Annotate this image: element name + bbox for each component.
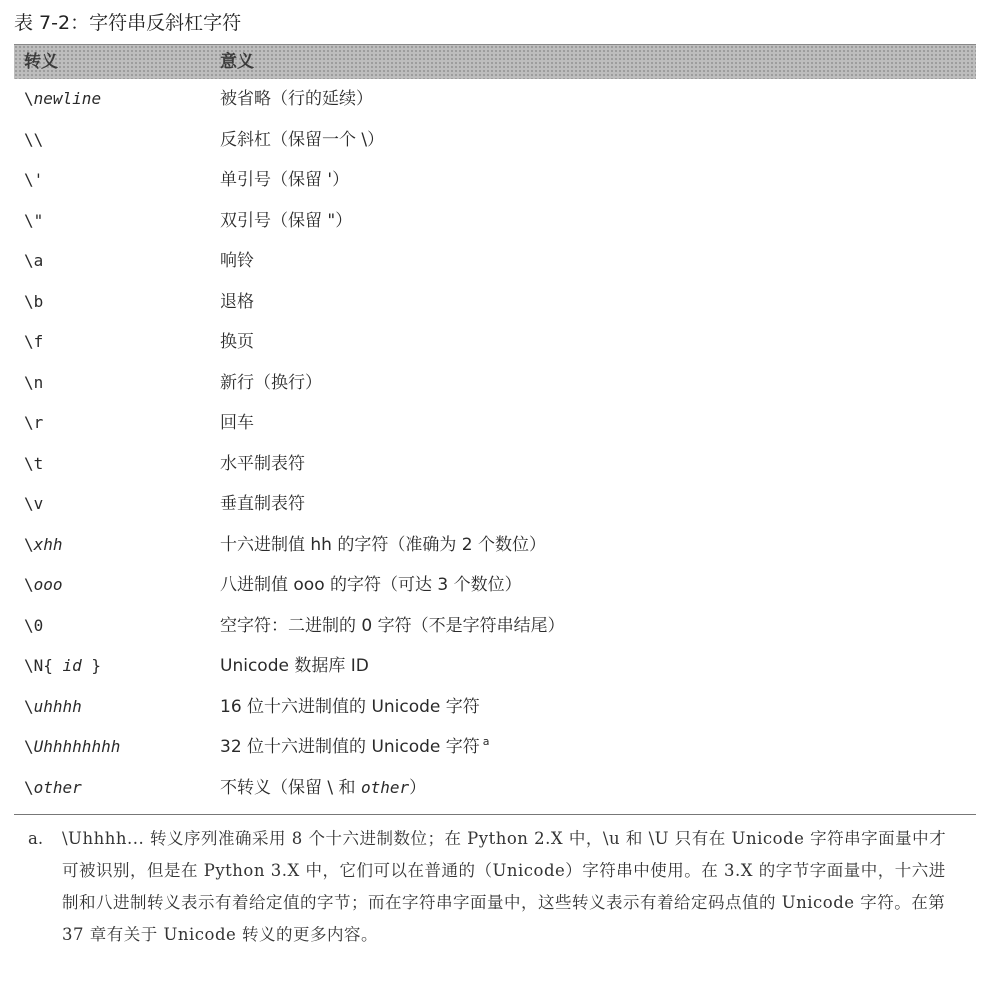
escape-sequence <box>14 646 220 687</box>
escape-part: \a <box>24 251 44 270</box>
meaning-text: 单引号（保留 '） <box>220 170 350 190</box>
escape-sequence <box>14 565 220 606</box>
escape-meaning <box>220 768 976 809</box>
escape-sequence <box>14 79 220 120</box>
escape-table <box>14 44 976 808</box>
table-row <box>14 606 976 647</box>
table-row <box>14 687 976 728</box>
escape-part: \ <box>24 575 34 594</box>
escape-part: ooo <box>33 575 63 594</box>
escape-part: uhhhh <box>33 696 82 716</box>
meaning-text: 垂直制表符 <box>220 494 305 514</box>
escape-part: \0 <box>24 615 44 635</box>
escape-meaning <box>220 727 976 768</box>
escape-part: \ <box>24 777 34 797</box>
header-escape: 转义 <box>24 52 58 72</box>
escape-sequence <box>14 241 220 282</box>
escape-part: other <box>33 777 82 797</box>
escape-part: \N{ <box>24 656 63 675</box>
escape-meaning <box>220 687 976 728</box>
footnote-text: \Uhhhh... 转义序列准确采用 8 个十六进制数位；在 Python 2.X 中，\u 和 \U 只有在 Unicode 字符串字面量中才可被识别，但是在 Python 3.X 中，它们可以在普通的（Unicode）字符串中使用。在 3.X 的字节字面量中，十六进制和八进制转义表示有着给定值的字节；而在字符串字面量中，这些转义表示有着给定码点值的 Unicode 字符。在第 37 章有关于 Unicode 转义的更多内容。 <box>62 829 947 944</box>
escape-sequence <box>14 201 220 242</box>
meaning-text: 水平制表符 <box>220 453 305 474</box>
table-row <box>14 160 976 201</box>
escape-sequence <box>14 606 220 647</box>
table-row <box>14 727 976 768</box>
table-row <box>14 565 976 606</box>
meaning-text: 不转义（保留 \ 和 <box>220 777 361 798</box>
escape-meaning <box>220 241 976 282</box>
escape-part: \ <box>24 737 34 756</box>
escape-part: newline <box>33 89 102 108</box>
meaning-text: 十六进制值 hh 的字符（准确为 2 个数位） <box>220 534 546 555</box>
escape-part: \ <box>24 534 34 554</box>
meaning-text: 双引号（保留 "） <box>220 210 353 231</box>
escape-sequence <box>14 727 220 768</box>
table-caption: 表 7-2：字符串反斜杠字符 <box>14 12 242 34</box>
escape-meaning <box>220 322 976 363</box>
escape-sequence <box>14 363 220 404</box>
meaning-suffix: ） <box>409 777 427 798</box>
escape-sequence <box>14 403 220 444</box>
table-row <box>14 322 976 363</box>
escape-part: } <box>81 656 102 675</box>
escape-meaning <box>220 565 976 606</box>
document-page <box>14 0 976 951</box>
meaning-text: 被省略（行的延续） <box>220 89 373 109</box>
table-row <box>14 241 976 282</box>
escape-part: \t <box>24 453 44 473</box>
table-body <box>14 79 976 808</box>
escape-meaning <box>220 646 976 687</box>
table-row <box>14 525 976 566</box>
meaning-text: 换页 <box>220 332 254 352</box>
escape-part: \n <box>24 372 44 392</box>
table-row <box>14 282 976 323</box>
escape-meaning <box>220 363 976 404</box>
escape-meaning <box>220 444 976 485</box>
escape-meaning <box>220 484 976 525</box>
meaning-italic: other <box>360 777 410 797</box>
escape-meaning <box>220 282 976 323</box>
escape-meaning <box>220 525 976 566</box>
escape-part: \ <box>24 89 34 108</box>
escape-sequence <box>14 687 220 728</box>
escape-meaning <box>220 120 976 161</box>
footnote-reference: a <box>482 735 490 749</box>
escape-sequence <box>14 282 220 323</box>
meaning-text: 16 位十六进制值的 Unicode 字符 <box>220 696 480 717</box>
table-row <box>14 444 976 485</box>
escape-part: \ <box>24 696 34 716</box>
escape-part: Uhhhhhhhh <box>33 737 121 756</box>
escape-part: \\ <box>24 129 44 149</box>
meaning-text: Unicode 数据库 ID <box>220 656 369 676</box>
escape-sequence <box>14 484 220 525</box>
meaning-text: 空字符：二进制的 0 字符（不是字符串结尾） <box>220 615 565 636</box>
table-row <box>14 120 976 161</box>
meaning-text: 退格 <box>220 291 254 312</box>
table-row <box>14 79 976 120</box>
escape-meaning <box>220 201 976 242</box>
escape-sequence <box>14 322 220 363</box>
footnote <box>14 823 976 951</box>
escape-part: \' <box>24 170 44 189</box>
escape-meaning <box>220 160 976 201</box>
meaning-text: 八进制值 ooo 的字符（可达 3 个数位） <box>220 575 522 595</box>
escape-sequence <box>14 768 220 809</box>
escape-sequence <box>14 120 220 161</box>
escape-sequence <box>14 160 220 201</box>
escape-meaning <box>220 606 976 647</box>
escape-sequence <box>14 444 220 485</box>
table-row <box>14 363 976 404</box>
meaning-text: 32 位十六进制值的 Unicode 字符 <box>220 737 480 757</box>
escape-meaning <box>220 79 976 120</box>
table-row <box>14 646 976 687</box>
table-row <box>14 768 976 809</box>
table-header <box>14 44 976 79</box>
escape-meaning <box>220 403 976 444</box>
escape-part: id <box>62 656 82 675</box>
escape-part: \r <box>24 413 44 432</box>
escape-part: \v <box>24 494 44 513</box>
footnote-marker: a. <box>28 829 44 848</box>
meaning-text: 反斜杠（保留一个 \） <box>220 129 385 150</box>
meaning-text: 新行（换行） <box>220 372 322 393</box>
escape-part: \b <box>24 291 44 311</box>
meaning-text: 回车 <box>220 413 254 433</box>
escape-part: \" <box>24 210 44 230</box>
escape-part: \f <box>24 332 44 351</box>
escape-sequence <box>14 525 220 566</box>
table-row <box>14 484 976 525</box>
header-meaning: 意义 <box>220 52 254 72</box>
footnote-divider <box>14 814 976 815</box>
table-row <box>14 201 976 242</box>
table-row <box>14 403 976 444</box>
escape-part: xhh <box>33 534 63 554</box>
meaning-text: 响铃 <box>220 251 254 271</box>
